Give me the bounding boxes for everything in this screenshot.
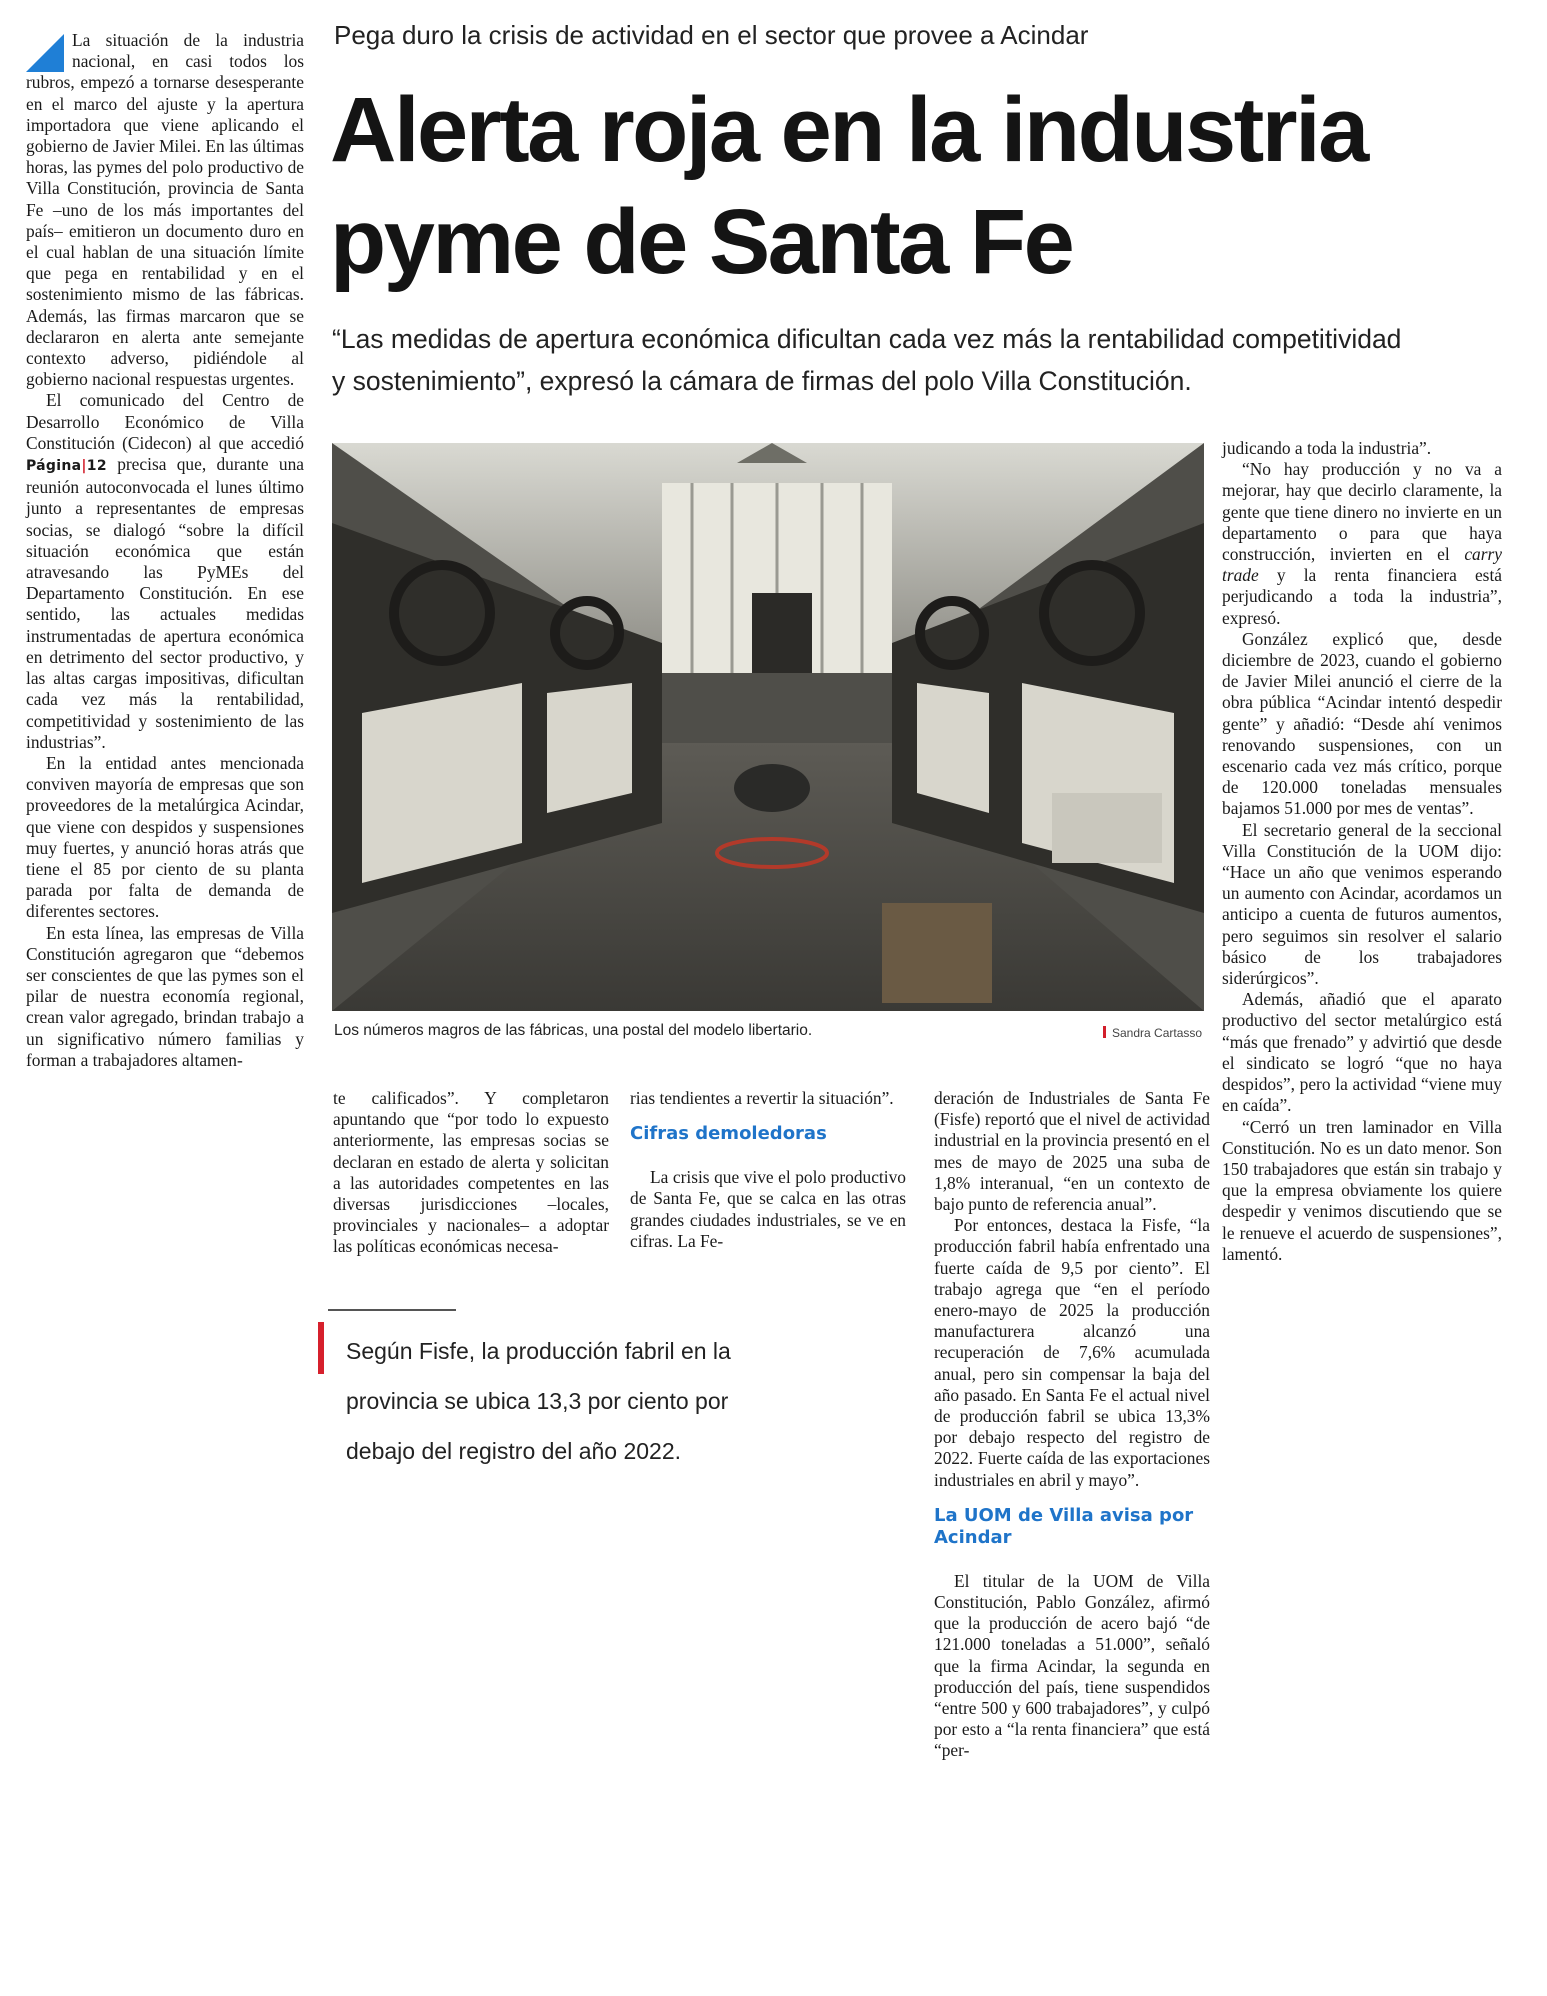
subhead-cifras: Cifras demoledoras <box>630 1123 827 1145</box>
paragraph: El comunicado del Centro de Desarrollo Económico de Villa Constitución (Cidecon) al que accedió Página|12 precisa que, durante una reunión autoconvocada el lunes último junto a representantes de empresas socias, se dialogó “sobre la difícil situación económica que están atravesando las PyMEs del Departamento Constitución. En ese sentido, las actuales medidas instrumentadas de apertura económica en detrimento del sector productivo, y las altas cargas impositivas, dificultan cada vez más la rentabilidad, competitividad y sostenimiento de las industrias”. <box>26 390 304 752</box>
pull-quote: Según Fisfe, la producción fabril en la provincia se ubica 13,3 por ciento por debajo del registro del año 2022. <box>346 1338 731 1464</box>
paragraph: En esta línea, las empresas de Villa Constitución agregaron que “debemos ser conscientes de que las pymes son el pilar de nuestra economía regional, crean valor agregado, brindan trabajo a un significativo número familias y forman a trabajadores altamen- <box>26 922 304 1070</box>
column-d <box>934 1088 1210 1762</box>
headline-line-2: pyme de Santa Fe <box>330 191 1073 293</box>
pull-quote-bar <box>318 1322 324 1374</box>
photo-caption: Los números magros de las fábricas, una postal del modelo libertario. <box>334 1022 813 1039</box>
corner-triangle-icon <box>26 34 64 72</box>
paragraph: deración de Industriales de Santa Fe (Fisfe) reportó que el nivel de actividad industrial en la provincia presentó en el mes de mayo de 2025 una suba de 1,8% interanual, “en un contexto de bajo punto de referencia anual”. <box>934 1088 1210 1215</box>
paragraph: Por entonces, destaca la Fisfe, “la producción fabril había enfrentado una fuerte caída de 9,5 por ciento”. El trabajo agrega que “en el período enero-mayo de 2025 la producción manufacturera alcanzó una recuperación de 7,6% acumulada anual, pero sin compensar la baja del año pasado. En Santa Fe el actual nivel de producción fabril se ubica 13,3% por debajo respecto del registro de 2022. Fuerte caída de las exportaciones industriales en abril y mayo”. <box>934 1215 1210 1490</box>
paragraph: rias tendientes a revertir la situación”. <box>630 1088 894 1108</box>
paragraph: La situación de la industria nacional, en casi todos los rubros, empezó a tornarse desesperante en el marco del ajuste y la apertura importadora que viene aplicando el gobierno de Javier Milei. En las últimas horas, las pymes del polo productivo de Villa Constitución, provincia de Santa Fe –uno de los más importantes del país– emitieron un documento duro en el cual hablan de una situación límite que pega en rentabilidad y en el sostenimiento mismo de las fábricas. Además, las firmas marcaron que se declararon en alerta ante semejante contexto adverso, pidiéndole al gobierno nacional respuestas urgentes. <box>26 30 304 390</box>
paragraph: “Cerró un tren laminador en Villa Constitución. No es un dato menor. Son 150 trabajadores que están sin trabajo y que la empresa obviamente los quiere despedir y venimos discutiendo que se le renueve el acuerdo de suspensiones”, lamentó. <box>1222 1116 1502 1264</box>
paragraph: La crisis que vive el polo productivo de Santa Fe, que se calca en las otras grandes ciudades industriales, se ve en cifras. La Fe- <box>630 1167 906 1251</box>
deck <box>332 318 1512 402</box>
paragraph: te calificados”. Y completaron apuntando que “por todo lo expuesto anteriormente, las empresas socias se declaran en estado de alerta y solicitan a las autoridades competentes en las diversas jurisdicciones –locales, provinciales y nacionales– a adoptar las políticas económicas necesa- <box>333 1088 609 1257</box>
deck-line-2: y sostenimiento”, expresó la cámara de firmas del polo Villa Constitución. <box>332 366 1192 396</box>
pull-quote-rule <box>328 1309 456 1311</box>
headline-line-1: Alerta roja en la industria <box>330 79 1367 181</box>
paragraph: González explicó que, desde diciembre de 2023, cuando el gobierno de Javier Milei anunció el cierre de la obra pública “Acindar intentó despedir gente” y añadió: “Desde ahí venimos renovando suspensiones, con un escenario cada vez más crítico, porque de 120.000 toneladas mensuales bajamos 51.000 por mes de ventas”. <box>1222 628 1502 819</box>
column-left <box>26 30 304 1071</box>
paragraph: judicando a toda la industria”. <box>1222 438 1432 458</box>
paragraph: El titular de la UOM de Villa Constitución, Pablo González, afirmó que la producción de acero bajó “de 121.000 toneladas a 51.000”, señaló que la firma Acindar, la segunda en producción del país, tiene suspendidos “entre 500 y 600 trabajadores”, y culpó por esto a “la renta financiera” que está “per- <box>934 1570 1210 1761</box>
paragraph: En la entidad antes mencionada conviven mayoría de empresas que son proveedores de la metalúrgica Acindar, que viene con despidos y suspensiones muy fuertes, y anunció horas atrás que tiene el 85 por ciento de su planta parada por falta de demanda de diferentes sectores. <box>26 752 304 922</box>
kicker: Pega duro la crisis de actividad en el sector que provee a Acindar <box>334 20 1089 50</box>
deck-line-1: “Las medidas de apertura económica dificultan cada vez más la rentabilidad competitividad <box>332 324 1402 354</box>
paragraph: “No hay producción y no va a mejorar, hay que decirlo claramente, la gente que tiene dinero no invierte en un departamento o para que haya construcción, invierten en el carry trade y la renta financiera está perjudicando a toda la industria”, expresó. <box>1222 459 1502 628</box>
subhead-uom: La UOM de Villa avisa por Acindar <box>934 1504 1194 1548</box>
headline <box>330 74 1530 298</box>
paragraph: Además, añadió que el aparato productivo del sector metalúrgico está “más que frenado” y advirtió que desde el sindicato se logró “que no haya despidos”, pero la actividad “viene muy en caída”. <box>1222 989 1502 1116</box>
pagina12-logo: Página|12 <box>26 458 107 475</box>
factory-photo-illustration <box>332 443 1204 1011</box>
column-e <box>1222 438 1502 1265</box>
paragraph: El secretario general de la seccional Villa Constitución de la UOM dijo: “Hace un año que venimos esperando un aumento con Acindar, acordamos un anticipo a cuenta de futuros aumentos, pero seguimos sin resolver el salario básico de los trabajadores siderúrgicos”. <box>1222 819 1502 989</box>
column-b <box>333 1088 609 1258</box>
factory-photo <box>332 443 1204 1011</box>
column-c <box>630 1088 906 1252</box>
photo-credit: Sandra Cartasso <box>1103 1026 1202 1040</box>
